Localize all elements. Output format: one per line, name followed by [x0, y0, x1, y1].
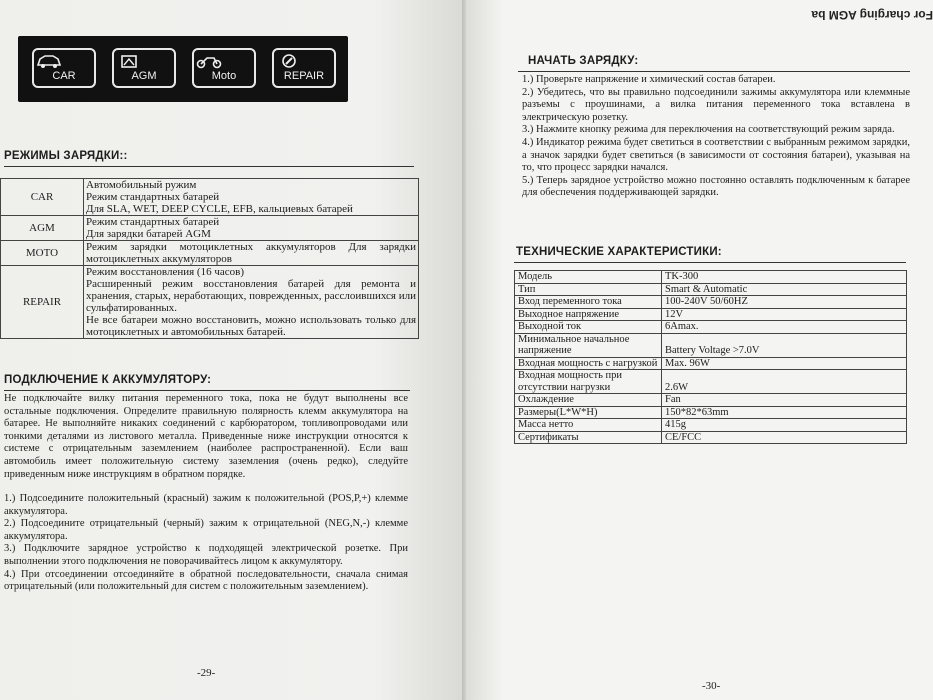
start-steps — [522, 74, 910, 200]
mode-name-cell: MOTO — [1, 241, 84, 266]
modes-table-row — [1, 179, 419, 216]
spec-value-cell: 2.6W — [662, 370, 907, 394]
specs-heading-underline — [514, 262, 906, 263]
spec-row — [515, 333, 907, 357]
spec-row — [515, 419, 907, 432]
connect-step: 4.) При отсоединении отсоединяйте в обратной последовательности, сначала снимая отрицательный (или положительный для систем с положительным заземлением). — [4, 568, 408, 593]
mode-name-cell: AGM — [1, 216, 84, 241]
spec-row — [515, 271, 907, 284]
spec-name-cell: Входная мощность с нагрузкой — [515, 357, 662, 370]
page-number-right: -30- — [702, 680, 721, 692]
spec-value-cell: Battery Voltage >7.0V — [662, 333, 907, 357]
mode-description-line: Режим стандартных батарей — [86, 191, 220, 203]
spec-name-cell: Минимальное начальное напряжение — [515, 333, 662, 357]
modes-heading-underline — [4, 166, 414, 167]
specs-table — [514, 270, 907, 444]
mode-repair-label: REPAIR — [283, 70, 325, 82]
mode-moto-label: Moto — [211, 70, 237, 82]
repair-icon — [274, 53, 304, 69]
spec-row — [515, 296, 907, 309]
spec-name-cell: Размеры(L*W*H) — [515, 406, 662, 419]
spec-value-cell: TK-300 — [662, 271, 907, 284]
spec-row — [515, 283, 907, 296]
spec-row — [515, 431, 907, 444]
car-icon — [34, 53, 64, 69]
spec-row — [515, 357, 907, 370]
spec-value-cell: 150*82*63mm — [662, 406, 907, 419]
connect-heading-underline — [4, 390, 410, 391]
mode-description-line: Режим восстановления (16 часов) — [86, 266, 244, 278]
mode-name-cell: CAR — [1, 179, 84, 216]
agm-battery-icon — [114, 53, 144, 69]
spec-row — [515, 394, 907, 407]
modes-table-row — [1, 216, 419, 241]
spec-name-cell: Выходное напряжение — [515, 308, 662, 321]
spec-name-cell: Выходной ток — [515, 321, 662, 334]
connect-step: 2.) Подсоедините отрицательный (черный) зажим к отрицательной (NEG,N,-) клемме аккумулятора. — [4, 518, 408, 542]
mode-repair-indicator — [272, 48, 336, 88]
spec-value-cell: 12V — [662, 308, 907, 321]
mode-car-indicator — [32, 48, 96, 88]
mode-description-line: Режим стандартных батарей — [86, 216, 220, 228]
mode-moto-indicator — [192, 48, 256, 88]
right-page — [466, 0, 933, 700]
mode-description-line: Режим зарядки мотоциклетных аккумуляторов Для зарядки мотоциклетных аккумуляторов — [86, 241, 416, 265]
spec-row — [515, 321, 907, 334]
mode-description-line: Не все батареи можно восстановить, можно использовать только для мотоциклетных и автомобильных батарей. — [86, 314, 416, 338]
spec-value-cell: CE/FCC — [662, 431, 907, 444]
mode-description-line: Для зарядки батарей AGM — [86, 228, 211, 240]
start-step: 1.) Проверьте напряжение и химический состав батареи. — [522, 74, 776, 85]
spec-name-cell: Входная мощность при отсутствии нагрузки — [515, 370, 662, 394]
spec-name-cell: Вход переменного тока — [515, 296, 662, 309]
specs-heading: ТЕХНИЧЕСКИЕ ХАРАКТЕРИСТИКИ: — [516, 246, 722, 258]
connect-heading: ПОДКЛЮЧЕНИЕ К АККУМУЛЯТОРУ: — [4, 374, 212, 386]
start-heading-underline — [518, 71, 910, 72]
connect-step: 3.) Подключите зарядное устройство к подходящей электрической розетке. При выполнении этого подключения не поворачивайтесь лицом к аккумулятору. — [4, 543, 408, 567]
mode-agm-label: AGM — [131, 70, 157, 82]
mode-car-label: CAR — [52, 70, 76, 82]
modes-table-row — [1, 241, 419, 266]
spec-value-cell: Max. 96W — [662, 357, 907, 370]
mode-description-cell — [84, 179, 419, 216]
connect-intro: Не подключайте вилку питания переменного тока, пока не будут выполнены все остальные подключения. Определите правильную полярность клемм аккумулятора на батарее. Не выполняйте никаких соединений с карбюратором, топливопроводами или тонкими деталями из листового металла. Приведенные ниже инструкции относятся к системе с отрицательным заземлением (наиболее распространенной). Если ваш автомобиль имеет положительную систему заземления (очень редко), следуйте приведенным ниже инструкциям в обратном порядке. — [4, 393, 408, 480]
charger-mode-panel — [18, 36, 348, 102]
mode-description-cell — [84, 241, 419, 266]
page-number-left: -29- — [197, 667, 216, 679]
modes-table-row — [1, 266, 419, 339]
mode-name-cell: REPAIR — [1, 266, 84, 339]
motorcycle-icon — [194, 53, 224, 69]
spec-row — [515, 370, 907, 394]
connect-steps — [4, 493, 408, 594]
spec-value-cell: Fan — [662, 394, 907, 407]
spec-value-cell: 100-240V 50/60HZ — [662, 296, 907, 309]
spec-value-cell: 415g — [662, 419, 907, 432]
mode-description-cell — [84, 266, 419, 339]
modes-table — [0, 178, 419, 339]
spec-value-cell: 6Amax. — [662, 321, 907, 334]
running-header: For charging AGM ba — [811, 8, 933, 22]
spec-name-cell: Тип — [515, 283, 662, 296]
spec-name-cell: Модель — [515, 271, 662, 284]
start-step: 5.) Теперь зарядное устройство можно постоянно оставлять подключенным к батарее для обеспечения поддерживающей зарядки. — [522, 174, 910, 199]
spec-name-cell: Масса нетто — [515, 419, 662, 432]
start-step: 3.) Нажмите кнопку режима для переключения на соответствующий режим заряда. — [522, 124, 895, 136]
modes-heading: РЕЖИМЫ ЗАРЯДКИ:: — [4, 150, 128, 162]
spec-value-cell: Smart & Automatic — [662, 283, 907, 296]
start-heading: НАЧАТЬ ЗАРЯДКУ: — [528, 55, 639, 67]
spec-name-cell: Охлаждение — [515, 394, 662, 407]
start-step: 2.) Убедитесь, что вы правильно подсоединили зажимы аккумулятора или клеммные разъемы с проушинами, а вилка питания переменного тока вставлена в электрическую розетку. — [522, 86, 910, 123]
start-step: 4.) Индикатор режима будет светиться в соответствии с выбранным режимом зарядки, а значок зарядки будет светиться (в зависимости от состояния батареи), указывая на то, что процесс зарядки начался. — [522, 136, 910, 174]
spec-name-cell: Сертификаты — [515, 431, 662, 444]
spec-row — [515, 308, 907, 321]
spec-row — [515, 406, 907, 419]
mode-agm-indicator — [112, 48, 176, 88]
mode-description-line: Автомобильный ружим — [86, 179, 197, 191]
mode-description-line: Для SLA, WET, DEEP CYCLE, EFB, кальциевых батарей — [86, 203, 353, 215]
mode-description-line: Расширенный режим восстановления батарей для ремонта и хранения, старых, неработающих, поврежденных, расслоившихся или сульфатированных. — [86, 278, 416, 314]
connect-step: 1.) Подсоедините положительный (красный) зажим к положительной (POS,P,+) клемме аккумулятора. — [4, 493, 408, 517]
mode-description-cell — [84, 216, 419, 241]
